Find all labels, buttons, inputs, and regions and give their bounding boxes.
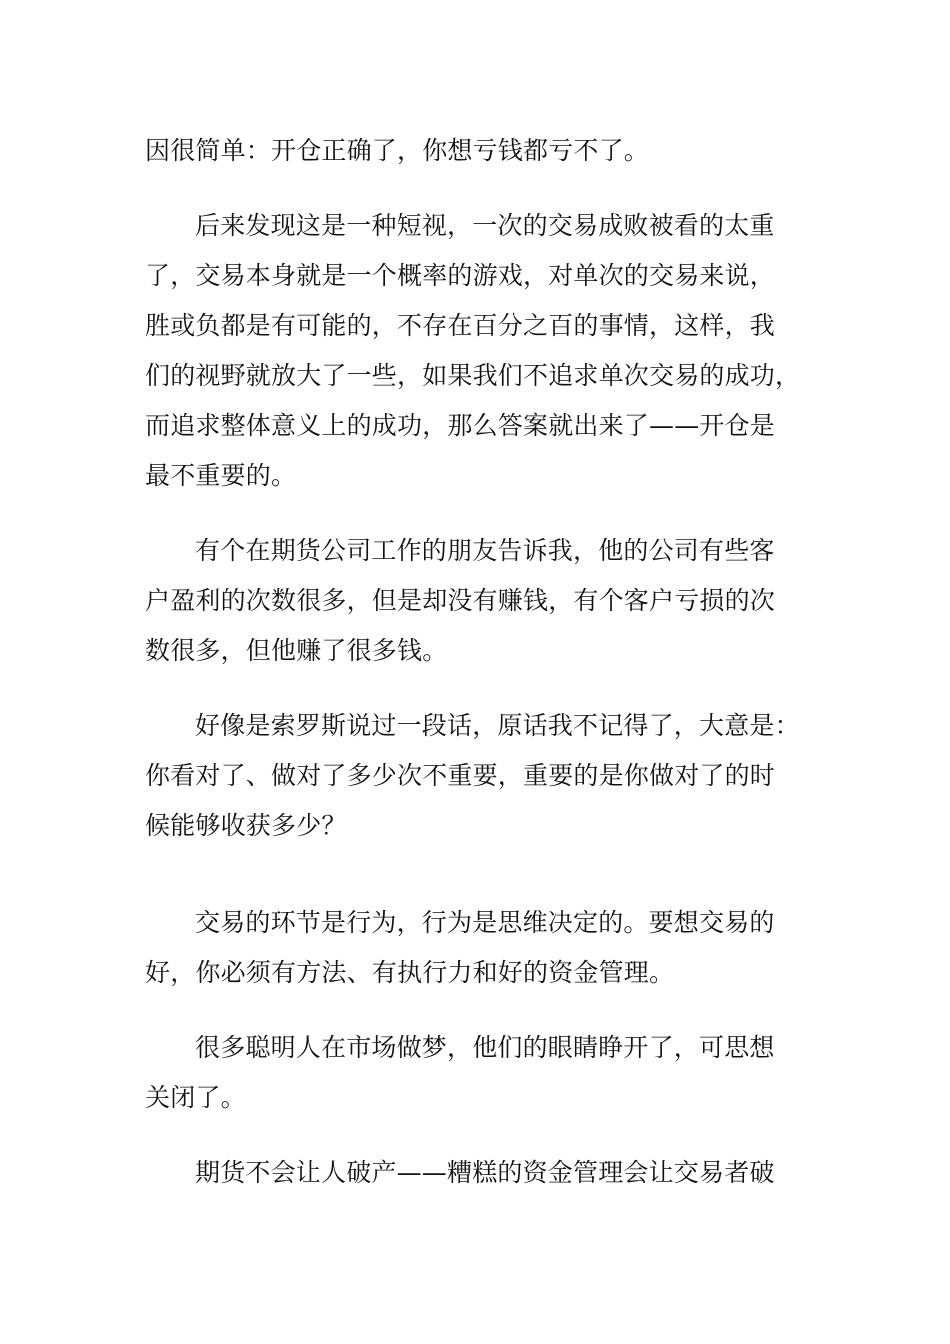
text-line: 户盈利的次数很多，但是却没有赚钱，有个客户亏损的次	[145, 586, 776, 615]
text-line: 因很简单：开仓正确了，你想亏钱都亏不了。	[145, 136, 650, 165]
text-line: 期货不会让人破产——糟糕的资金管理会让交易者破	[195, 1158, 775, 1187]
text-line: 关闭了。	[145, 1083, 246, 1112]
text-line: 候能够收获多少？	[145, 811, 347, 840]
text-line: 胜或负都是有可能的，不存在百分之百的事情，这样，我	[145, 311, 776, 340]
text-line: 后来发现这是一种短视，一次的交易成败被看的太重	[195, 211, 775, 240]
text-line: 你看对了、做对了多少次不重要，重要的是你做对了的时	[145, 761, 776, 790]
text-line: 好，你必须有方法、有执行力和好的资金管理。	[145, 958, 675, 987]
text-line: 最不重要的。	[145, 461, 297, 490]
text-line: 交易的环节是行为，行为是思维决定的。要想交易的	[195, 908, 775, 937]
text-line: 数很多，但他赚了很多钱。	[145, 636, 448, 665]
text-line: 有个在期货公司工作的朋友告诉我，他的公司有些客	[195, 536, 775, 565]
text-line: 很多聪明人在市场做梦，他们的眼睛睁开了，可思想	[195, 1033, 775, 1062]
text-line: 而追求整体意义上的成功，那么答案就出来了——开仓是	[145, 411, 776, 440]
text-line: 们的视野就放大了一些，如果我们不追求单次交易的成功，	[145, 361, 801, 390]
text-line: 了，交易本身就是一个概率的游戏，对单次的交易来说，	[145, 261, 776, 290]
text-line: 好像是索罗斯说过一段话，原话我不记得了，大意是：	[195, 711, 800, 740]
